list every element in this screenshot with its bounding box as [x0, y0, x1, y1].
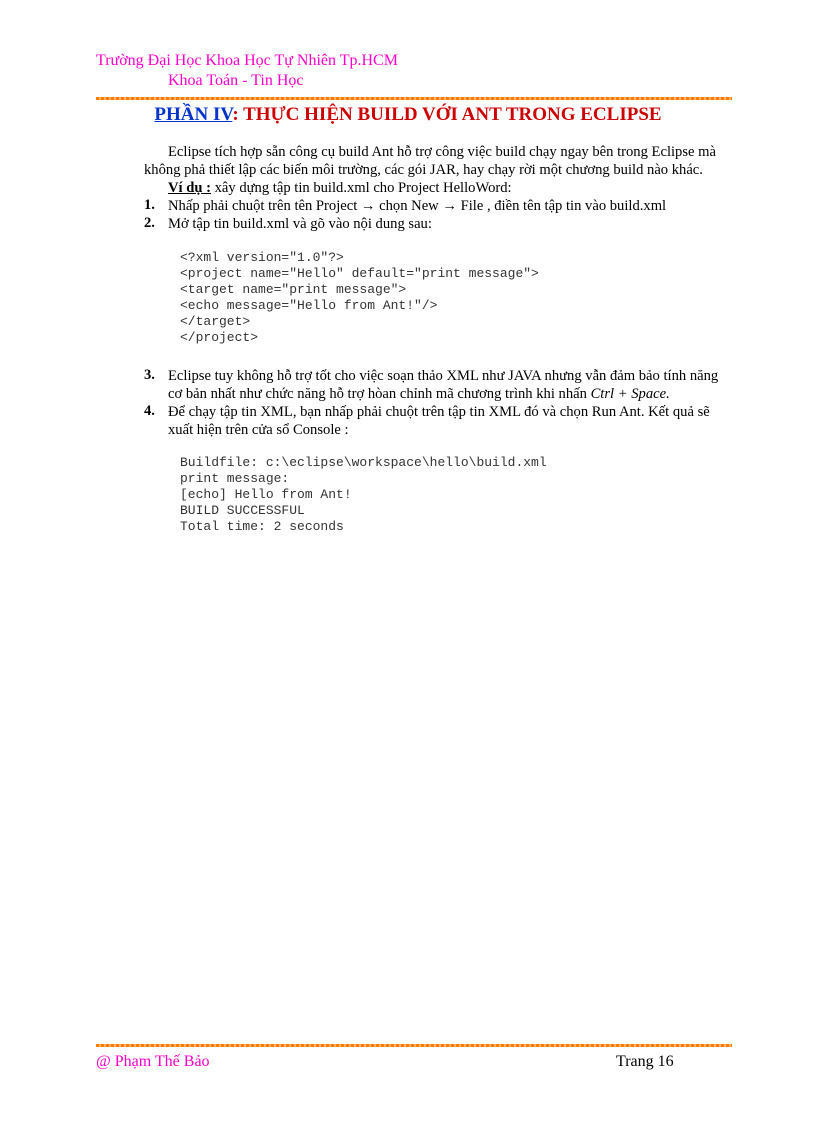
intro-line-1: Eclipse tích hợp sẵn công cụ build Ant hỗ trợ công việc build chạy ngay bên trong Eclipse mà — [168, 144, 716, 160]
example-label: Ví dụ : — [168, 180, 211, 196]
step-3-text-b-main: cơ bản nhất như chức năng hỗ trợ hòan chỉnh mã chương trình khi nhấn — [168, 386, 591, 402]
step-2-text: Mở tập tin build.xml và gõ vào nội dung sau: — [168, 216, 432, 232]
step-4-text-a: Để chạy tập tin XML, bạn nhấp phải chuột trên tập tin XML đó và chọn Run Ant. Kết quả sẽ — [168, 404, 710, 420]
example-text: xây dựng tập tin build.xml cho Project HelloWord: — [210, 180, 512, 196]
header-divider — [96, 97, 732, 100]
title-rest: : THỰC HIỆN BUILD VỚI ANT TRONG ECLIPSE — [232, 104, 662, 125]
code-line: <?xml version="1.0"?> — [180, 250, 344, 265]
console-line: Total time: 2 seconds — [180, 519, 344, 534]
code-line: </project> — [180, 330, 259, 345]
header-faculty: Khoa Toán - Tin Học — [168, 72, 304, 89]
page-number: Trang 16 — [616, 1053, 674, 1070]
step-2-number: 2. — [144, 215, 155, 231]
console-line: Buildfile: c:\eclipse\workspace\hello\build.xml — [180, 455, 547, 470]
console-line: [echo] Hello from Ant! — [180, 487, 352, 502]
console-line: BUILD SUCCESSFUL — [180, 503, 305, 518]
step-4-text-b: xuất hiện trên cửa sổ Console : — [168, 422, 349, 438]
header-university: Trường Đại Học Khoa Học Tự Nhiên Tp.HCM — [96, 52, 398, 69]
example-line — [168, 179, 760, 197]
intro-line-2: không phả thiết lập các biến môi trường, các gói JAR, hay chạy rời một chương build nào khác. — [144, 162, 703, 178]
code-line: <target name="print message"> — [180, 282, 407, 297]
step-3-shortcut: Ctrl + Space. — [590, 386, 670, 402]
page-title — [0, 104, 816, 126]
step-3-text-a: Eclipse tuy không hỗ trợ tốt cho việc soạn thảo XML như JAVA nhưng vẫn đảm bảo tính năng — [168, 368, 719, 384]
step-1-text: Nhấp phải chuột trên tên Project → chọn New → File , điền tên tập tin vào build.xml — [168, 198, 667, 214]
console-line: print message: — [180, 471, 290, 486]
title-part: PHẦN IV — [154, 104, 233, 125]
footer-divider — [96, 1044, 732, 1047]
code-line: </target> — [180, 314, 251, 329]
step-4-number: 4. — [144, 403, 155, 419]
step-1-number: 1. — [144, 197, 155, 213]
code-line: <project name="Hello" default="print message"> — [180, 266, 539, 281]
step-3-number: 3. — [144, 367, 155, 383]
step-3-text-b — [168, 385, 734, 403]
footer-author: @ Phạm Thế Bảo — [96, 1053, 210, 1070]
code-line: <echo message="Hello from Ant!"/> — [180, 298, 438, 313]
